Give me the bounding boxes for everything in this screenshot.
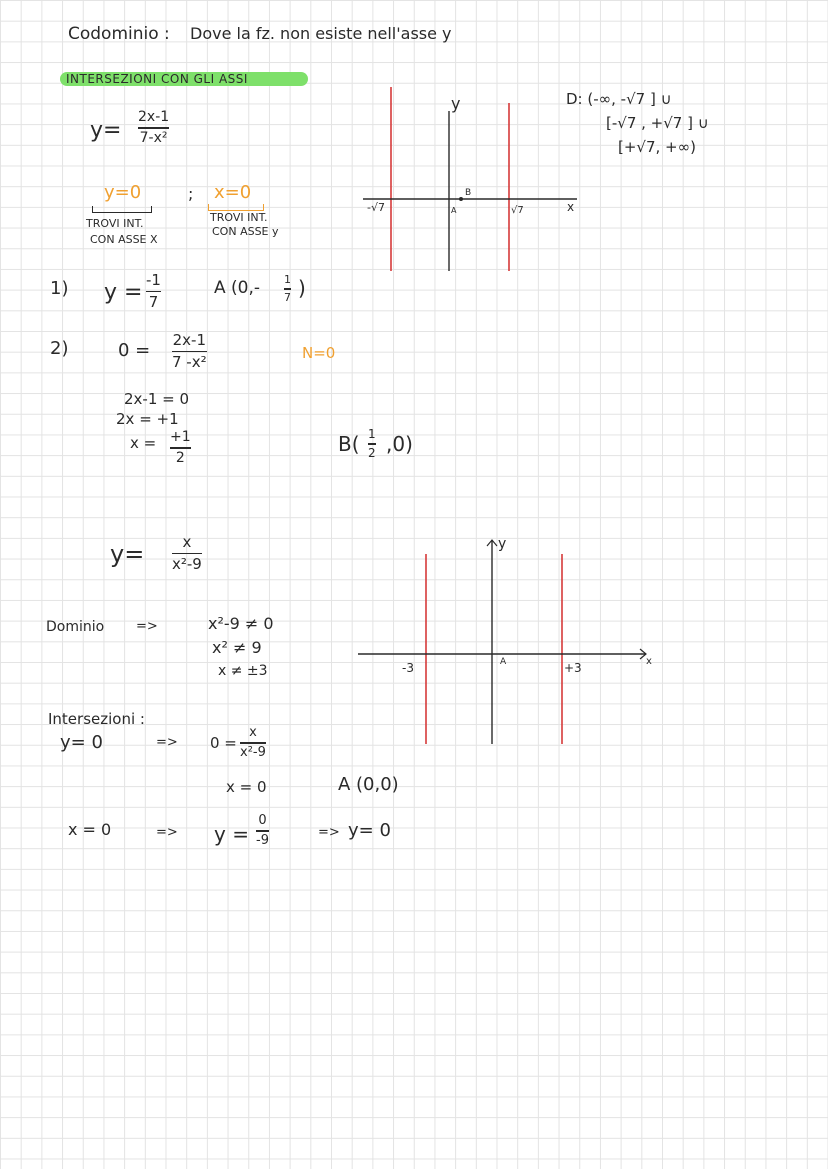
step1-label: 1) bbox=[50, 278, 69, 299]
y-axis-label: y bbox=[498, 536, 507, 552]
step2-denominator: 7 -x² bbox=[172, 353, 207, 371]
function2-fraction bbox=[172, 534, 202, 573]
function-lhs: y= bbox=[90, 118, 122, 143]
pointA-label: A (0,- bbox=[214, 278, 261, 298]
step1-numerator: -1 bbox=[146, 271, 161, 289]
pos-sqrt7-label: √7 bbox=[511, 205, 524, 216]
n-equals-zero: N=0 bbox=[302, 344, 336, 362]
step2-numerator: 2x-1 bbox=[172, 331, 206, 349]
domain-line-2: [-√7 , +√7 ] ∪ bbox=[606, 114, 709, 132]
equation-1: 2x-1 = 0 bbox=[124, 390, 190, 408]
x-equals-zero-result: x = 0 bbox=[226, 778, 267, 796]
pointB-fraction bbox=[368, 428, 376, 460]
step1-lhs: y = bbox=[104, 280, 143, 305]
x-axis-label: x bbox=[646, 656, 652, 667]
pointA-denominator: 7 bbox=[284, 290, 291, 304]
y-equals-zero: y= 0 bbox=[60, 732, 103, 753]
pointB-numerator: 1 bbox=[368, 427, 376, 441]
equation-3: x = bbox=[130, 434, 157, 452]
y-axis-label: y bbox=[451, 94, 461, 113]
codominio-label: Codominio : bbox=[68, 24, 170, 44]
step1-fraction bbox=[146, 272, 161, 311]
note-x0-line1: TROVI INT. bbox=[210, 211, 268, 224]
pointA-numerator: 1 bbox=[284, 273, 291, 286]
equation-2: 2x = +1 bbox=[116, 410, 179, 428]
y-denominator: -9 bbox=[256, 832, 269, 848]
x-equals-zero: x = 0 bbox=[68, 820, 112, 839]
arrow-x0: => bbox=[156, 825, 178, 840]
pointB-denominator: 2 bbox=[368, 445, 376, 460]
step1-denominator: 7 bbox=[148, 293, 159, 311]
pointB-label: B( bbox=[338, 432, 360, 456]
dominio-label: Dominio bbox=[46, 619, 105, 635]
function2-numerator: x bbox=[182, 533, 192, 551]
pointA-fraction bbox=[284, 274, 291, 304]
domain-condition-2: x² ≠ 9 bbox=[212, 638, 262, 657]
section-title: INTERSEZIONI CON GLI ASSI bbox=[66, 72, 248, 86]
function-denominator: 7-x² bbox=[139, 129, 168, 146]
equation-3-fraction bbox=[170, 430, 191, 466]
pointA2-label: A (0,0) bbox=[338, 774, 399, 795]
note-y0-line1: TROVI INT. bbox=[86, 217, 144, 230]
step2-lhs: 0 = bbox=[118, 340, 151, 361]
y-frac-lhs: y = bbox=[214, 822, 249, 846]
domain-condition-3: x ≠ ±3 bbox=[218, 663, 268, 679]
function2-denominator: x²-9 bbox=[172, 555, 202, 573]
pos-3-label: +3 bbox=[564, 661, 582, 675]
case-y0: y=0 bbox=[104, 182, 142, 203]
domain-line-1: D: (-∞, -√7 ] ∪ bbox=[566, 90, 672, 108]
equation-3-denominator: 2 bbox=[175, 449, 185, 466]
arrow-result: => bbox=[318, 825, 340, 840]
dominio-arrow: => bbox=[136, 619, 158, 634]
function2-lhs: y= bbox=[110, 540, 145, 568]
y-result: y= 0 bbox=[348, 820, 391, 841]
brace-x0 bbox=[208, 204, 264, 211]
eq-fraction bbox=[240, 726, 266, 760]
arrow-y0: => bbox=[156, 735, 178, 750]
graph-2 bbox=[356, 528, 666, 748]
B-label: B bbox=[465, 188, 472, 198]
case-separator: ; bbox=[188, 184, 194, 203]
case-x0: x=0 bbox=[214, 182, 252, 203]
equation-3-numerator: +1 bbox=[170, 429, 191, 445]
domain-condition-1: x²-9 ≠ 0 bbox=[208, 614, 274, 633]
brace-y0 bbox=[92, 206, 152, 213]
domain-line-3: [+√7, +∞) bbox=[618, 138, 696, 156]
eq-denominator: x²-9 bbox=[240, 744, 266, 760]
eq-zero-lhs: 0 = bbox=[210, 734, 237, 752]
y-fraction bbox=[256, 814, 269, 848]
note-x0-line2: CON ASSE y bbox=[212, 225, 279, 238]
codominio-text: Dove la fz. non esiste nell'asse y bbox=[190, 24, 452, 43]
neg-3-label: -3 bbox=[402, 661, 414, 675]
A-label: A bbox=[451, 206, 457, 215]
y-numerator: 0 bbox=[258, 813, 267, 828]
A-label: A bbox=[500, 657, 507, 667]
neg-sqrt7-label: -√7 bbox=[367, 201, 385, 214]
x-axis-label: x bbox=[567, 200, 575, 214]
point-B bbox=[459, 197, 463, 201]
pointB-tail: ,0) bbox=[386, 432, 413, 456]
function-fraction bbox=[138, 110, 169, 146]
intersezioni-label: Intersezioni : bbox=[48, 710, 145, 728]
step2-fraction bbox=[172, 332, 207, 371]
note-y0-line2: CON ASSE X bbox=[90, 233, 158, 246]
graph-1 bbox=[355, 85, 595, 275]
pointA-close: ) bbox=[298, 276, 306, 300]
eq-numerator: x bbox=[249, 725, 257, 740]
step2-label: 2) bbox=[50, 338, 69, 359]
function-numerator: 2x-1 bbox=[138, 109, 170, 125]
